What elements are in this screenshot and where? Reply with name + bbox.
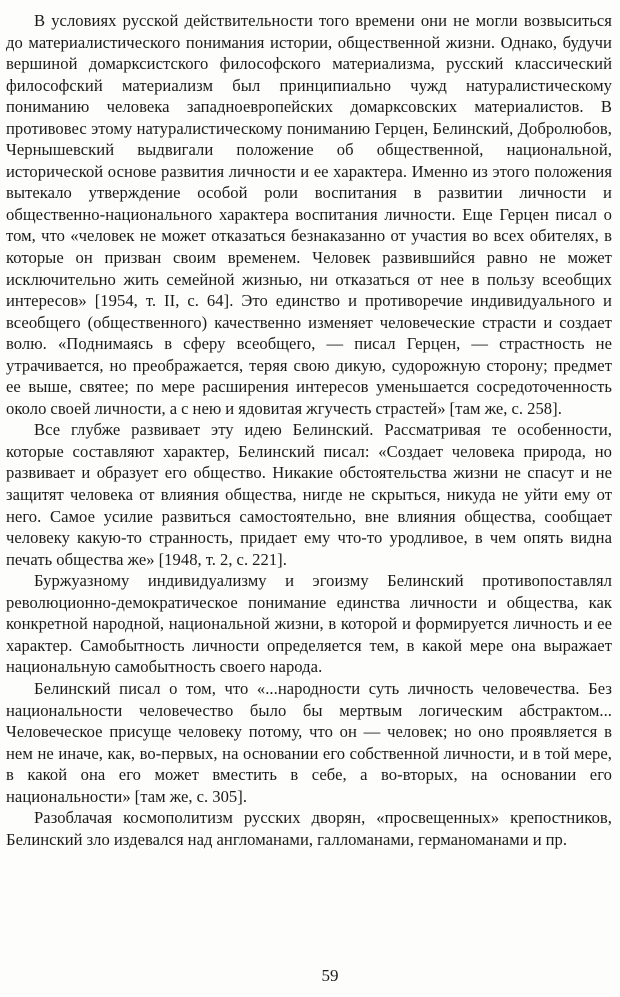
paragraph-4: Белинский писал о том, что «...народности суть личность человечества. Без национальности человечество было бы мертвым логическим абстрактом... Человеческое присуще человеку потому, что он — человек; но оно проявляется в нем не иначе, как, во-первых, на основании его собственной личности, и в той мере, в какой она его может вместить в себе, а во-вторых, на основании его национальности» [там же, с. 305].	[6, 678, 612, 806]
page-number: 59	[321, 966, 339, 985]
paragraph-1: В условиях русской действительности того времени они не могли возвыситься до материалистического понимания истории, общественной жизни. Однако, будучи вершиной домарксистского философского материализма, русский классический философский материализм был принципиально чужд натуралистическому пониманию человека западноевропейских домарксовских материалистов. В противовес этому натуралистическому пониманию Герцен, Белинский, Добролюбов, Чернышевский выдвигали положение об общественной, национальной, исторической основе развития личности и ее характера. Именно из этого положения вытекало утверждение особой роли воспитания в развитии личности и общественно-национального характера воспитания личности. Еще Герцен писал о том, что «человек не может отказаться безнаказанно от участия во всех обителях, в которые он призван своим временем. Человек развившийся равно не может исключительно жить семейной жизнью, ни отказаться от нее в пользу всеобщих интересов» [1954, т. II, с. 64]. Это единство и противоречие индивидуального и всеобщего (общественного) качественно изменяет человеческие страсти и создает волю. «Поднимаясь в сферу всеобщего, — писал Герцен, — страстность не утрачивается, но преображается, теряя свою дикую, судорожную сторону; предмет ее выше, святее; по мере расширения интересов уменьшается сосредоточенность около своей личности, а с нею и ядовитая жгучесть страстей» [там же, с. 258].	[6, 11, 612, 418]
paragraph-3: Буржуазному индивидуализму и эгоизму Белинский противопоставлял революционно-демократическое понимание единства личности и общества, как конкретной народной, национальной жизни, в которой и формируется личность и ее характер. Самобытность личности определяется тем, в какой мере она выражает национальную самобытность своего народа.	[6, 571, 612, 677]
paragraph-5: Разоблачая космополитизм русских дворян, «просвещенных» крепостников, Белинский зло издевался над англоманами, галломанами, германоманами и пр.	[6, 808, 612, 849]
body-text	[6, 10, 612, 850]
paragraph-2: Все глубже развивает эту идею Белинский. Рассматривая те особенности, которые составляют характер, Белинский писал: «Создает человека природа, но развивает и образует его общество. Никакие обстоятельства жизни не спасут и не защитят человека от влияния общества, нигде не скрыться, никуда не уйти ему от него. Самое усилие развиться самостоятельно, вне влияния общества, сообщает человеку какую-то странность, придает ему что-то уродливое, в чем опять видна печать общества же» [1948, т. 2, с. 221].	[6, 420, 612, 569]
